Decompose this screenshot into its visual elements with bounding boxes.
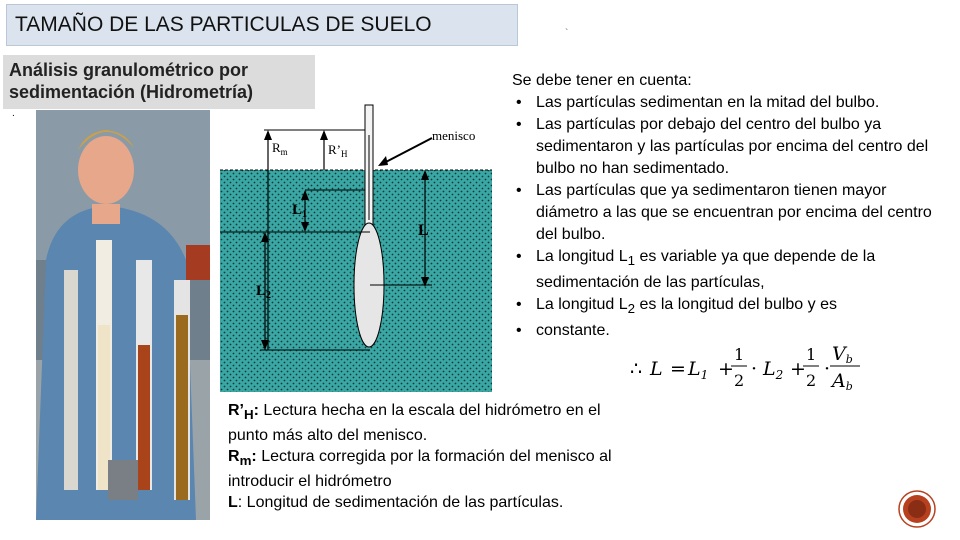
note-item: • La longitud $L_1$ es variable ya que depende de la sedimentación de las partículas, [516,248,876,292]
svg-text:+: + [718,358,734,380]
note-item: • Las partículas por debajo del centro del bulbo ya sedimentaron y las partículas por encima del centro del bulbo no han sedimentado. [516,116,929,177]
svg-text:+: + [790,358,806,380]
svg-text:Ab: Ab [832,370,853,393]
svg-text:1: 1 [734,345,745,364]
label-l1: $L_1$ [292,202,308,220]
page-title: TAMAÑO DE LAS PARTICULAS DE SUELO [6,4,518,46]
definitions [228,400,628,513]
svg-text:·: · [751,358,758,380]
svg-text:Vb: Vb [832,343,853,366]
svg-text:=: = [670,358,686,380]
svg-text:L: L [650,358,663,380]
definition-l: L: Longitud de sedimentación de las partículas. [228,494,564,512]
label-l: L [418,222,429,239]
photo-hydrometer-person [36,110,210,520]
svg-text:·: · [824,358,831,380]
label-l2: $L_2$ [256,283,272,301]
note-item: • Las partículas que ya sedimentaron tienen mayor diámetro a las que se encuentran por encima del centro del bulbo. [516,182,932,243]
stray-mark: ` [565,28,569,39]
subtitle: Análisis granulométrico por sedimentación (Hidrometría) [3,55,315,109]
note-item: • Las partículas sedimentan en la mitad del bulbo. [516,94,880,111]
label-menisco: menisco [432,128,476,143]
notes-heading: Se debe tener en cuenta: [512,72,692,89]
logo-badge-icon [898,490,936,528]
definition-rm: $R_m$: Lectura corregida por la formación del menisco al introducir el hidrómetro [228,448,612,491]
svg-text:2: 2 [806,371,817,390]
note-item: • La longitud $L_2$ es la longitud del bulbo y es [516,296,837,317]
subtitle-dot: . [12,108,15,119]
definition-rh: $R’_H$: Lectura hecha en la escala del hidrómetro en el punto más alto del menisco. [228,402,601,445]
label-rm: $R_m$ [272,140,288,157]
notes-panel [512,70,952,342]
svg-text:1: 1 [806,345,817,364]
label-rh: $R’_H$ [328,142,348,159]
formula [630,340,880,394]
hydrometer-diagram [220,100,500,400]
svg-text:L1: $L_1$ [688,358,709,382]
svg-text:L2: $L_2$ [763,358,784,382]
note-item: • constante. [516,322,610,340]
svg-text:2: 2 [734,371,745,390]
svg-text:∴: ∴ [630,358,643,380]
